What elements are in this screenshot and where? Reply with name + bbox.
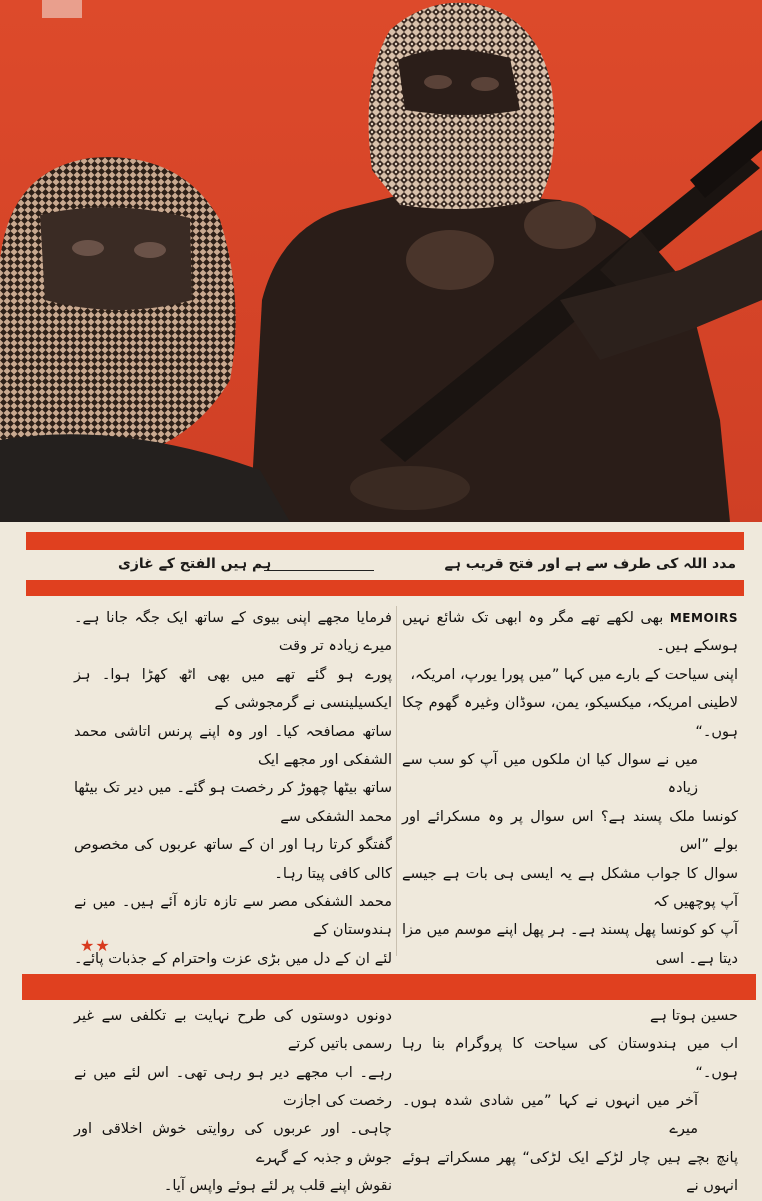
paragraph-line: نقوش اپنے قلب پر لئے ہوئے واپس آیا۔ — [163, 1178, 392, 1195]
slogan-row — [26, 552, 744, 578]
end-mark-stars: ★★ — [80, 936, 111, 955]
paragraph-line: اپنی سیاحت کے بارے میں کہا ”میں پورا یورپ، امریکہ، — [410, 666, 738, 683]
article-column-left — [74, 604, 392, 1201]
paragraph-line: میں نے سوال کیا ان ملکوں میں آپ کو سب سے زیادہ — [402, 752, 698, 797]
paragraph-line: لئے ان کے دل میں بڑی عزت واحترام کے جذبات پائے۔ — [74, 950, 392, 967]
paragraph-line: محمد الشفکی مصر سے تازہ تازہ آئے ہیں۔ میں نے ہندوستان کے — [74, 894, 392, 939]
paragraph-line: فرمایا مجھے اپنی بیوی کے ساتھ ایک جگہ جانا ہے۔ میرے زیادہ تر وقت — [74, 610, 392, 655]
photo-illustration — [0, 0, 762, 522]
column-divider — [396, 606, 397, 956]
paragraph-line: پورے ہو گئے تھے میں بھی اٹھ کھڑا ہوا۔ ہز ایکسیلینسی نے گرمجوشی کے — [74, 666, 392, 712]
paragraph-line: آخر میں انہوں نے کہا ”میں شادی شدہ ہوں۔ میرے — [402, 1092, 698, 1138]
paragraph-line: حسین ہوتا ہے — [650, 1007, 738, 1024]
paragraph-line: کونسا ملک پسند ہے؟ اس سوال پر وہ مسکرائے اور بولے ”اس — [402, 808, 738, 854]
article-body — [0, 522, 762, 1195]
paragraph-line: آپ کو کونسا پھل پسند ہے۔ ہر پھل اپنے موسم میں مزا دیتا ہے۔ اسی — [402, 922, 738, 967]
paragraph-line: رہے۔ اب مجھے دیر ہو رہی تھی۔ اس لئے میں نے رخصت کی اجازت — [74, 1064, 392, 1109]
paragraph-line-text: بھی لکھے تھے مگر وہ ابھی تک شائع نہیں ہوسکے ہیں۔ — [402, 610, 738, 655]
paragraph-line: لاطینی امریکہ، میکسیکو، یمن، سوڈان وغیرہ گھوم چکا ہوں۔“ — [402, 695, 738, 740]
paragraph-line: پانچ بچے ہیں چار لڑکے ایک لڑکی“ پھر مسکراتے ہوئے انہوں نے — [402, 1149, 738, 1195]
memoirs-word: MEMOIRS — [669, 611, 738, 625]
article-column-right — [402, 604, 738, 1201]
paragraph-line: سوال کا جواب مشکل ہے یہ ایسی ہی بات ہے جیسے آپ پوچھیں کہ — [402, 865, 738, 911]
cover-photo — [0, 0, 762, 522]
slogan-left: ہم ہیں الفتح کے غازی — [118, 556, 272, 572]
red-banner-top — [26, 532, 744, 550]
paragraph-line: گفتگو کرتا رہا اور ان کے ساتھ عربوں کی مخصوص کالی کافی پیتا رہا۔ — [74, 837, 392, 882]
red-banner-middle — [26, 580, 744, 596]
paragraph-line: اب میں ہندوستان کی سیاحت کا پروگرام بنا رہا ہوں۔“ — [402, 1036, 738, 1081]
slogan-divider — [264, 570, 374, 571]
paragraph-line: ساتھ بیٹھا چھوڑ کر رخصت ہو گئے۔ میں دیر تک بیٹھا محمد الشفکی سے — [74, 780, 392, 825]
paragraph-line — [402, 604, 738, 661]
slogan-right: مدد اللہ کی طرف سے ہے اور فتح قریب ہے — [444, 556, 736, 572]
paragraph-line: دونوں دوستوں کی طرح نہایت بے تکلفی سے غیر رسمی باتیں کرتے — [74, 1007, 392, 1053]
paragraph-line: ساتھ مصافحہ کیا۔ اور وہ اپنے پرنس اتاشی محمد الشفکی اور مجھے ایک — [74, 723, 392, 769]
red-banner-bottom — [22, 974, 756, 1000]
paragraph-line: چاہی۔ اور عربوں کی روایتی خوش اخلاقی اور جوش و جذبہ کے گہرے — [74, 1121, 392, 1166]
